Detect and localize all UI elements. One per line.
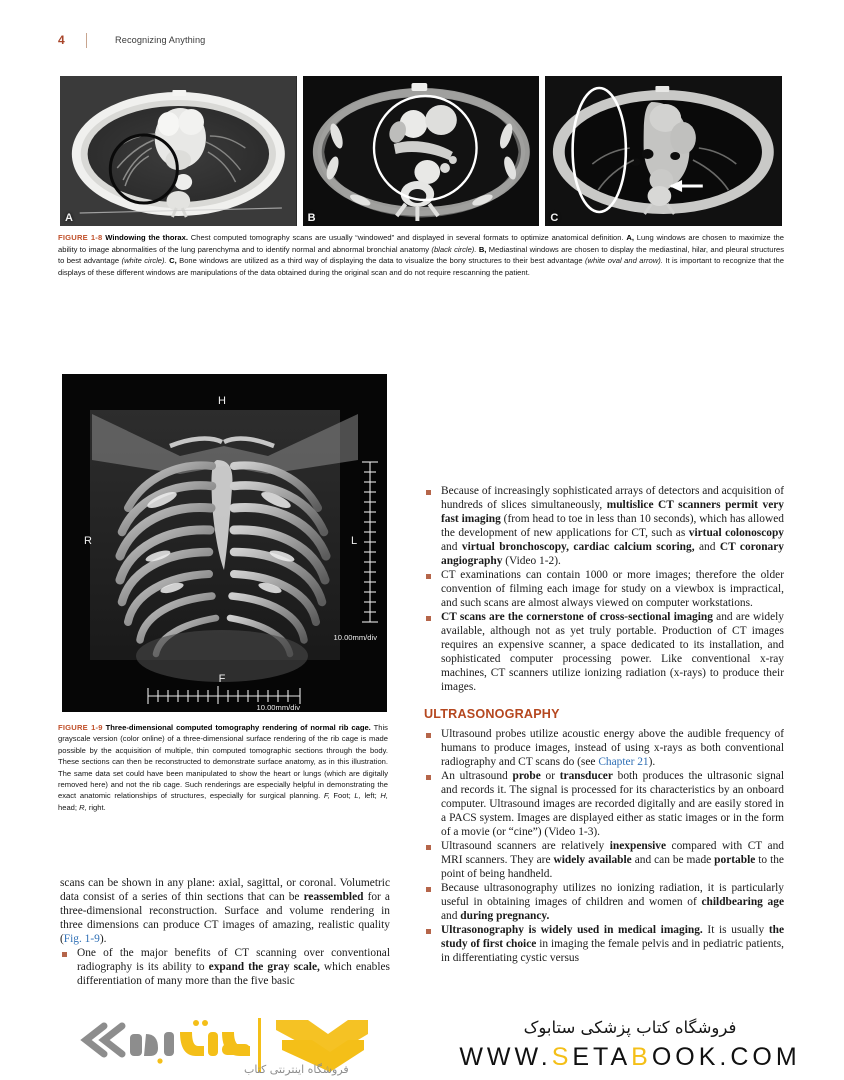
bullet-bold-childbearing-age: childbearing age bbox=[701, 896, 784, 908]
cont-text-3: ). bbox=[99, 933, 107, 945]
figure-1-8-b-italic: (white circle). bbox=[121, 256, 167, 266]
figure-1-8-label: FIGURE 1-8 bbox=[58, 233, 103, 242]
figure-1-8-a-label: A, bbox=[626, 233, 634, 242]
brand-block bbox=[430, 1016, 830, 1072]
figure-1-9-key-r-text: right. bbox=[86, 802, 106, 812]
paragraph-continuation bbox=[60, 876, 390, 946]
figure-1-9-image bbox=[62, 374, 387, 712]
figure-1-8-a-italic: (black circle). bbox=[431, 244, 477, 254]
right-text-column bbox=[424, 484, 784, 965]
setabook-logo bbox=[72, 1014, 417, 1076]
list-item bbox=[424, 568, 784, 610]
cont-text-1: scans can be shown in any plane: axial, sagittal, or coronal. Volumetric data consist of a series of thin sections that can be bbox=[60, 877, 390, 903]
orientation-label-left: L bbox=[350, 535, 358, 547]
panel-letter-a: A bbox=[65, 212, 73, 224]
running-head bbox=[58, 30, 205, 50]
header-divider bbox=[86, 33, 87, 48]
bullet-bold-gray-scale: expand the gray scale, bbox=[208, 961, 320, 973]
figure-1-8-b-label: B, bbox=[476, 244, 487, 254]
bullet-bold-widely-used: Ultrasonography is widely used in medical imaging. bbox=[441, 924, 703, 936]
bullet-text: and bbox=[441, 541, 462, 553]
orientation-label-right: R bbox=[84, 535, 92, 547]
figure-1-9-title: Three-dimensional computed tomography rendering of normal rib cage. bbox=[105, 723, 371, 732]
running-title: Recognizing Anything bbox=[115, 35, 206, 45]
section-heading-ultrasonography: ULTRASONOGRAPHY bbox=[424, 707, 560, 721]
bullet-text: and can be made bbox=[631, 854, 715, 866]
list-item bbox=[424, 881, 784, 923]
ct-panel-c bbox=[545, 76, 782, 226]
ct-image-mediastinal-window bbox=[303, 76, 540, 226]
brand-tagline-fa: فروشگاه کتاب پزشکی ستابوک bbox=[523, 1018, 737, 1037]
figure-1-8-text-4: Bone windows are utilized as a third way of displaying the data to visualize the bony structures to their best advantage bbox=[176, 256, 586, 266]
bullet-text: (Video 1-2). bbox=[502, 555, 561, 567]
bullet-bold-transducer: transducer bbox=[559, 770, 613, 782]
list-item bbox=[60, 946, 390, 988]
bullet-text: both produces the ultrasonic signal and records it. The signal is processed for its characteristics by an onboard computer. Ultrasound images are recorded digitally and are easily stored in a PACS system. Images are displayed either as static images or in the form of a movie (or “cine”) (Video 1-3). bbox=[441, 770, 784, 838]
bullet-text: An ultrasound bbox=[441, 770, 513, 782]
bullet-bold-widely-available: widely available bbox=[553, 854, 632, 866]
list-item bbox=[424, 923, 784, 965]
cont-text-2: for a three-dimensional reconstruction. Surface and volume rendering in three dimensions can produce CT images of amazing, realistic quality ( bbox=[60, 891, 390, 945]
panel-letter-c: C bbox=[550, 212, 559, 224]
bullet-text: and are widely available, although not as yet truly portable. Production of CT images requires an expensive scanner, a space dedicated to its installation, and sophisticated computer processing power. Like conventional x-ray machines, CT scanners utilize ionizing radiation (x-rays) to produce their images. bbox=[441, 611, 784, 693]
cont-bold-reassembled: reassembled bbox=[303, 891, 364, 903]
ct-panel-b bbox=[303, 76, 540, 226]
list-item bbox=[424, 484, 784, 568]
bullet-text: Because ultrasonography utilizes no ionizing radiation, it is particularly useful in obtaining images of children and women of bbox=[441, 882, 784, 908]
bullet-text: and bbox=[694, 541, 720, 553]
figure-1-8-image-row bbox=[60, 76, 782, 226]
bullet-bold-cornerstone: CT scans are the cornerstone of cross-sectional imaging bbox=[441, 611, 713, 623]
figure-1-9-key-h-text: head; bbox=[58, 802, 80, 812]
ultrasonography-bullet-list bbox=[424, 727, 784, 965]
bullet-text: CT examinations can contain 1000 or more images; therefore the older convention of filming each image for study on a viewbox is impractical, and such scans are almost always viewed on computer workstations. bbox=[441, 569, 784, 609]
figure-1-9-label: FIGURE 1-9 bbox=[58, 723, 103, 732]
figure-1-9-key-f-text: Foot; bbox=[329, 791, 355, 801]
orientation-label-foot: F bbox=[218, 673, 226, 685]
ct-3d-rib-cage-render bbox=[62, 374, 387, 712]
bullet-bold-probe: probe bbox=[512, 770, 541, 782]
url-mid-1: ETA bbox=[572, 1043, 632, 1071]
bullet-text: compared with CT and MRI scanners. They are bbox=[441, 840, 784, 866]
figure-1-9-key-l: L, bbox=[354, 791, 361, 801]
list-item bbox=[424, 610, 784, 694]
list-item bbox=[424, 727, 784, 769]
bullet-bold-portable: portable bbox=[714, 854, 756, 866]
setabook-logo-mark bbox=[72, 1014, 417, 1076]
cross-reference-chapter-21[interactable]: Chapter 21 bbox=[598, 756, 649, 768]
figure-1-8-text-2: Lung windows are chosen to maximize the ability to image abnormalities of the lung parenchyma and to identify normal and abnormal bronchial anatomy bbox=[58, 233, 785, 254]
bullet-bold-inexpensive: inexpensive bbox=[609, 840, 667, 852]
url-prefix: WWW. bbox=[459, 1043, 552, 1071]
brand-url[interactable] bbox=[430, 1042, 830, 1072]
bullet-text: and bbox=[441, 910, 461, 922]
figure-1-9-key-l-text: left; bbox=[360, 791, 381, 801]
figure-1-9-key-h: H, bbox=[380, 791, 388, 801]
ct-bullet-list bbox=[424, 484, 784, 694]
figure-1-9-key-r: R, bbox=[79, 802, 87, 812]
url-letter-s: S bbox=[551, 1043, 573, 1071]
figure-1-8-title: Windowing the thorax. bbox=[105, 233, 188, 242]
bullet-text: to the point of being handheld. bbox=[441, 854, 784, 880]
orientation-label-head: H bbox=[218, 395, 226, 407]
figure-1-8-c-label: C, bbox=[166, 256, 177, 266]
cross-reference-fig-1-9[interactable]: Fig. 1-9 bbox=[63, 933, 100, 945]
ct-image-bone-window bbox=[545, 76, 782, 226]
bullet-text: (from head to toe in less than 10 seconds), which has allowed the development of new applications for CT, such as bbox=[441, 513, 784, 539]
figure-1-9-caption bbox=[58, 722, 388, 813]
figure-1-9-text: This grayscale version (color online) of a three-dimensional surface rendering of the rib cage is made possible by the acquisition of multiple, thin computed tomographic sections through the body. These sections can then be reconstructed to demonstrate surface anatomy, as in this illustration. The same data set could have been manipulated to show the heart or lungs (which are digitally removed here) and not the rib cage. Such renderings are especially helpful in demonstrating the exact anatomic relationships of structures, especially for surgical planning. bbox=[58, 723, 388, 801]
panel-letter-b: B bbox=[307, 212, 316, 224]
left-text-column bbox=[60, 876, 390, 988]
list-item bbox=[424, 839, 784, 881]
bullet-bold-multislice: multislice CT scanners permit very fast imaging bbox=[441, 499, 784, 525]
scale-label-vertical: 10.00mm/div bbox=[333, 633, 377, 642]
bullet-text: Ultrasound scanners are relatively bbox=[441, 840, 610, 852]
bullet-bold-bronchoscopy: virtual bronchoscopy, cardiac calcium scoring, bbox=[461, 541, 695, 553]
figure-1-8-caption bbox=[58, 232, 784, 278]
bullet-text: ). bbox=[648, 756, 656, 768]
figure-1-8-text-3: Mediastinal windows are chosen to display the mediastinal, hilar, and pleural structures to best advantage bbox=[58, 244, 784, 266]
page-number: 4 bbox=[58, 33, 65, 47]
url-letter-b: B bbox=[631, 1043, 652, 1071]
bullet-bold-virtual-colonoscopy: virtual colonoscopy bbox=[688, 527, 784, 539]
figure-1-9-key-f: F, bbox=[323, 791, 330, 801]
left-bullet-list bbox=[60, 946, 390, 988]
ct-image-lung-window bbox=[60, 76, 297, 226]
list-item bbox=[424, 769, 784, 839]
bullet-bold-coronary-angiography: CT coronary angiography bbox=[441, 541, 784, 567]
figure-1-8-text-5: It is important to recognize that the displays of these different windows are manipulations of the data obtained during the original scan and do not require rescanning the patient. bbox=[58, 256, 784, 277]
scale-label-horizontal: 10.00mm/div bbox=[256, 703, 300, 712]
url-mid-2: OOK.COM bbox=[651, 1043, 801, 1071]
bullet-text: or bbox=[540, 770, 560, 782]
bullet-text: Ultrasound probes utilize acoustic energy above the audible frequency of humans to produce images, instead of using x-rays as both conventional radiography and CT scans do (see bbox=[441, 728, 784, 768]
ct-panel-a bbox=[60, 76, 297, 226]
logo-subtitle: فروشگاه اینترنتی کتاب bbox=[244, 1063, 349, 1076]
bullet-bold-during-pregnancy: during pregnancy. bbox=[460, 910, 550, 922]
bullet-text-1: One of the major benefits of CT scanning over conventional radiography is its ability to bbox=[77, 947, 390, 973]
bullet-text: Because of increasingly sophisticated arrays of detectors and acquisition of hundreds of slices simultaneously, bbox=[441, 485, 784, 511]
figure-1-8-text-1: Chest computed tomography scans are usually “windowed” and displayed in several formats to optimize anatomical definition. bbox=[188, 233, 627, 242]
footer-watermark-band bbox=[0, 1006, 844, 1080]
bullet-bold-first-choice: the study of first choice bbox=[441, 924, 784, 950]
figure-1-8-c-italic: (white oval and arrow). bbox=[585, 256, 663, 266]
bullet-text: in imaging the female pelvis and in pediatric patients, in differentiating cystic versus bbox=[441, 938, 784, 964]
bullet-text-2: which enables differentiation of many more than the five basic bbox=[77, 961, 390, 987]
bullet-text: It is usually bbox=[702, 924, 769, 936]
